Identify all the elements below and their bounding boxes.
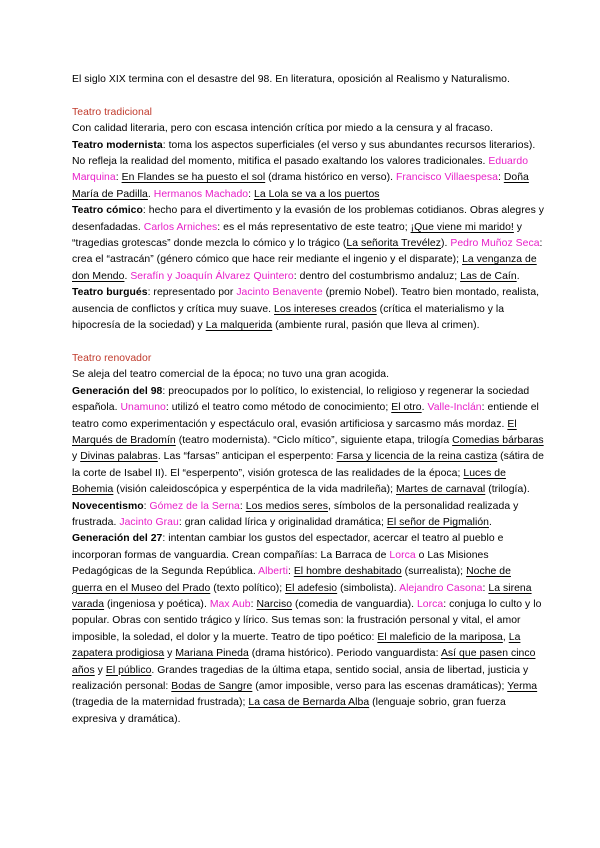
spacer: [72, 334, 544, 350]
paragraph-teatro-burgues: [72, 285, 544, 334]
work-title: Comedias bárbaras: [452, 434, 544, 446]
section-heading-tradicional: Teatro tradicional: [72, 106, 153, 118]
text: (trilogía).: [485, 484, 530, 496]
author-name: Serafín y Joaquín Álvarez Quintero: [130, 270, 294, 282]
author-name: Max Aub: [209, 598, 251, 610]
text: . Grandes tragedias de la última etapa, sentido social, ansia de libertad, justicia y realización personal:: [72, 664, 529, 692]
author-name: Lorca: [416, 598, 444, 610]
work-title: Noche de guerra en el Museo del Prado: [72, 566, 511, 594]
text: : dentro del costumbrismo andaluz;: [293, 270, 461, 282]
work-title: Bodas de Sangre: [171, 681, 253, 692]
text: (texto político);: [210, 582, 286, 594]
text: , símbolos de la personalidad realizada y frustrada.: [72, 500, 519, 528]
work-title: El otro: [391, 402, 422, 414]
text: (ambiente rural, pasión que lleva al crimen).: [272, 320, 480, 332]
text: : gran calidad lírica y originalidad dramática;: [178, 516, 387, 528]
text: (teatro modernista). “Ciclo mítico”, siguiente etapa, trilogía: [175, 434, 453, 446]
author-name: Alejandro Casona: [399, 582, 483, 594]
paragraph-teatro-comico: Teatro cómico: hecho para el divertimento y la evasión de los problemas cotidianos. Obras alegres y desenfadadas. Carlos Arniches: es el más representativo de este teatro; ¡Que viene mi marido! y “tragedias grotescas” donde mezcla lo cómico y lo trágico (La señorita Trevélez). Pedro Muñoz Seca: crea el “astracán” (género cómico que hace reir mediante el ingenio y el disparate); La venganza de don Mendo. Serafín y Joaquín Álvarez Quintero: dentro del costumbrismo andaluz; Las de Caín.: [72, 205, 544, 282]
work-title: Divinas palabras: [80, 451, 158, 463]
term-novecentismo: Novecentismo: [72, 500, 144, 512]
section-heading-renovador: Teatro renovador: [72, 352, 152, 364]
work-title: La venganza de don Mendo: [72, 254, 537, 282]
work-title: El público: [105, 664, 152, 676]
author-name: Gómez de la Serna: [149, 500, 240, 512]
tradicional-lead: Con calidad literaria, pero con escasa intención crítica por miedo a la censura y al fracaso.: [72, 123, 494, 135]
spacer: [72, 88, 544, 104]
work-title: Luces de Bohemia: [72, 467, 506, 496]
work-title: El maleficio de la mariposa: [377, 631, 503, 643]
work-title: En Flandes se ha puesto el sol: [121, 172, 266, 184]
author-name: Alberti: [258, 566, 288, 578]
work-title: La zapatera prodigiosa: [72, 631, 521, 660]
text: (surrealista);: [401, 566, 467, 578]
text: y “tragedias grotescas” donde mezcla lo cómico y lo trágico (: [72, 221, 523, 250]
author-name: Unamuno: [120, 402, 166, 414]
author-name: Jacinto Benavente: [236, 287, 323, 299]
author-name: Lorca: [389, 549, 416, 561]
text: (simbolista).: [337, 582, 400, 594]
work-title: El adefesio: [285, 582, 338, 594]
work-title: ¡Que viene mi marido!: [410, 221, 514, 233]
author-name: Pedro Muñoz Seca: [450, 238, 540, 250]
text: (amor imposible, verso para las escenas dramáticas);: [252, 681, 508, 692]
text: : es el más representativo de este teatro;: [217, 221, 411, 233]
term-teatro-modernista: Teatro modernista: [72, 139, 163, 151]
text: (comedia de vanguardia).: [292, 598, 417, 610]
work-title: Narciso: [256, 598, 293, 610]
intro-paragraph: El siglo XIX termina con el desastre del 98. En literatura, oposición al Realismo y Naturalismo.: [72, 74, 510, 85]
text: : hecho para el divertimento y la evasión de los problemas cotidianos. Obras alegres y desenfadadas.: [72, 205, 544, 233]
work-title: La señorita Trevélez: [346, 238, 441, 250]
work-title: La casa de Bernarda Alba: [248, 697, 370, 709]
work-title: La sirena varada: [72, 582, 532, 610]
text: : representado por: [147, 287, 237, 299]
work-title: El Marqués de Bradomín: [72, 418, 517, 446]
term-generacion-98: Generación del 98: [72, 385, 163, 397]
work-title: La malquerida: [205, 320, 273, 332]
renovador-lead: Se aleja del teatro comercial de la época; no tuvo una gran acogida.: [72, 369, 390, 381]
work-title: Doña María de Padilla: [72, 172, 529, 200]
paragraph-generacion-27: Generación del 27: intentan cambiar los gustos del espectador, acercar el teatro al pueblo e incorporan formas de vanguardia. Crean compañías: La Barraca de Lorca o Las Misiones Pedagógicas de la Segunda República. Alberti: El hombre deshabitado (surrealista); Noche de guerra en el Museo del Prado (texto político); El adefesio (simbolista). Alejandro Casona: La sirena varada (ingeniosa y poética). Max Aub: Narciso (comedia de vanguardia). Lorca: conjuga lo culto y lo popular. Obras con sentido trágico y lírico. Sus temas son: la frustración personal y vital, el amor imposible, la soledad, el dolor y la muerte. Teatro de tipo poético: El maleficio de la mariposa, La zapatera prodigiosa y Mariana Pineda (drama histórico). Periodo vanguardista: Así que pasen cinco años y El público. Grandes tragedias de la última etapa, sentido social, ansia de libertad, justicia y realización personal: Bodas de Sangre (amor imposible, verso para las escenas dramáticas); Yerma (tragedia de la maternidad frustrada); La casa de Bernarda Alba (lenguaje sobrio, gran fuerza expresiva y dramática).: [72, 533, 542, 725]
paragraph-teatro-modernista: Teatro modernista: toma los aspectos superficiales (el verso y sus abundantes recursos literarios). No refleja la realidad del momento, mitifica el pasado exaltando los valores tradicionales. Eduardo Marquina: En Flandes se ha puesto el sol (drama histórico en verso). Francisco Villaespesa: Doña María de Padilla. Hermanos Machado: La Lola se va a los puertos: [72, 139, 536, 200]
author-name: Jacinto Grau: [119, 516, 179, 528]
author-name: Francisco Villaespesa: [396, 172, 498, 184]
work-title: El señor de Pigmalión: [386, 516, 489, 528]
text: (visión caleidoscópica y esperpéntica de la vida madrileña);: [113, 484, 397, 496]
work-title: Farsa y licencia de la reina castiza: [336, 451, 498, 463]
paragraph-novecentismo: Novecentismo: Gómez de la Serna: Los medios seres, símbolos de la personalidad realizada y frustrada. Jacinto Grau: gran calidad lírica y originalidad dramática; El señor de Pigmalión.: [72, 500, 519, 528]
text: (premio Nobel). Teatro bien montado, realista, ausencia de conflictos y crítica muy suave.: [72, 287, 540, 315]
term-generacion-27: Generación del 27: [72, 533, 163, 545]
text: : conjuga lo culto y lo popular. Obras con sentido trágico y lírico. Sus temas son: la frustración personal y vital, el amor imposible, la soledad, el dolor y la muerte. Teatro de tipo poético:: [72, 598, 542, 643]
term-teatro-burgues: Teatro burgués: [72, 287, 148, 299]
text: : crea el “astracán” (género cómico que hace reir mediante el ingenio y el disparate);: [72, 238, 543, 266]
work-title: El hombre deshabitado: [293, 566, 402, 578]
text: (drama histórico en verso).: [265, 172, 397, 184]
text: : intentan cambiar los gustos del espectador, acercar el teatro al pueblo e incorporan formas de vanguardia. Crean compañías: La Barraca de: [72, 533, 504, 561]
author-name: Eduardo Marquina: [72, 156, 529, 184]
author-name: Hermanos Machado: [153, 188, 249, 200]
text: (drama histórico). Periodo vanguardista:: [248, 648, 441, 660]
author-name: Carlos Arniches: [143, 221, 218, 233]
text: : toma los aspectos superficiales (el verso y sus abundantes recursos literarios). No refleja la realidad del momento, mitifica el pasado exaltando los valores tradicionales.: [72, 139, 536, 168]
work-title: Mariana Pineda: [175, 648, 249, 660]
work-title: Yerma: [507, 681, 538, 692]
work-title: Las de Caín: [460, 270, 517, 282]
work-title: Así que pasen cinco años: [72, 648, 536, 676]
text: : utilizó el teatro como método de conocimiento;: [165, 402, 392, 414]
paragraph-generacion-98: Generación del 98: preocupados por lo político, lo existencial, lo religioso y regenerar la sociedad española. Unamuno: utilizó el teatro como método de conocimiento; El otro. Valle-Inclán: entiende el teatro como experimentación y espectáculo oral, evasión artificiosa y sarcasmo más mordaz. El Marqués de Bradomín (teatro modernista). “Ciclo mítico”, siguiente etapa, trilogía Comedias bárbaras y Divinas palabras. Las “farsas” anticipan el esperpento: Farsa y licencia de la reina castiza (sátira de la corte de Isabel II). El “esperpento”, visión grotesca de las realidades de la época; Luces de Bohemia (visión caleidoscópica y esperpéntica de la vida madrileña); Martes de carnaval (trilogía).: [72, 385, 544, 496]
text: (tragedia de la maternidad frustrada);: [72, 697, 249, 709]
text: (lenguaje sobrio, gran fuerza expresiva y dramática).: [72, 697, 506, 725]
text: : entiende el teatro como experimentación y espectáculo oral, evasión artificiosa y sarcasmo más mordaz.: [72, 402, 539, 430]
work-title: La Lola se va a los puertos: [254, 188, 380, 200]
text: (crítica el materialismo y la hipocresía de la sociedad) y: [72, 303, 505, 332]
text: o Las Misiones Pedagógicas de la Segunda República.: [72, 549, 489, 578]
term-teatro-comico: Teatro cómico: [72, 205, 143, 217]
author-name: Valle-Inclán: [427, 402, 482, 414]
work-title: Los intereses creados: [274, 303, 377, 315]
text: (sátira de la corte de Isabel II). El “esperpento”, visión grotesca de las realidades de la época;: [72, 451, 544, 479]
text: : preocupados por lo político, lo existencial, lo religioso y regenerar la sociedad española.: [72, 385, 530, 414]
work-title: Martes de carnaval: [396, 484, 486, 496]
work-title: Los medios seres: [245, 500, 328, 512]
text: . Las “farsas” anticipan el esperpento:: [157, 451, 337, 463]
text: (ingeniosa y poética).: [104, 598, 210, 610]
